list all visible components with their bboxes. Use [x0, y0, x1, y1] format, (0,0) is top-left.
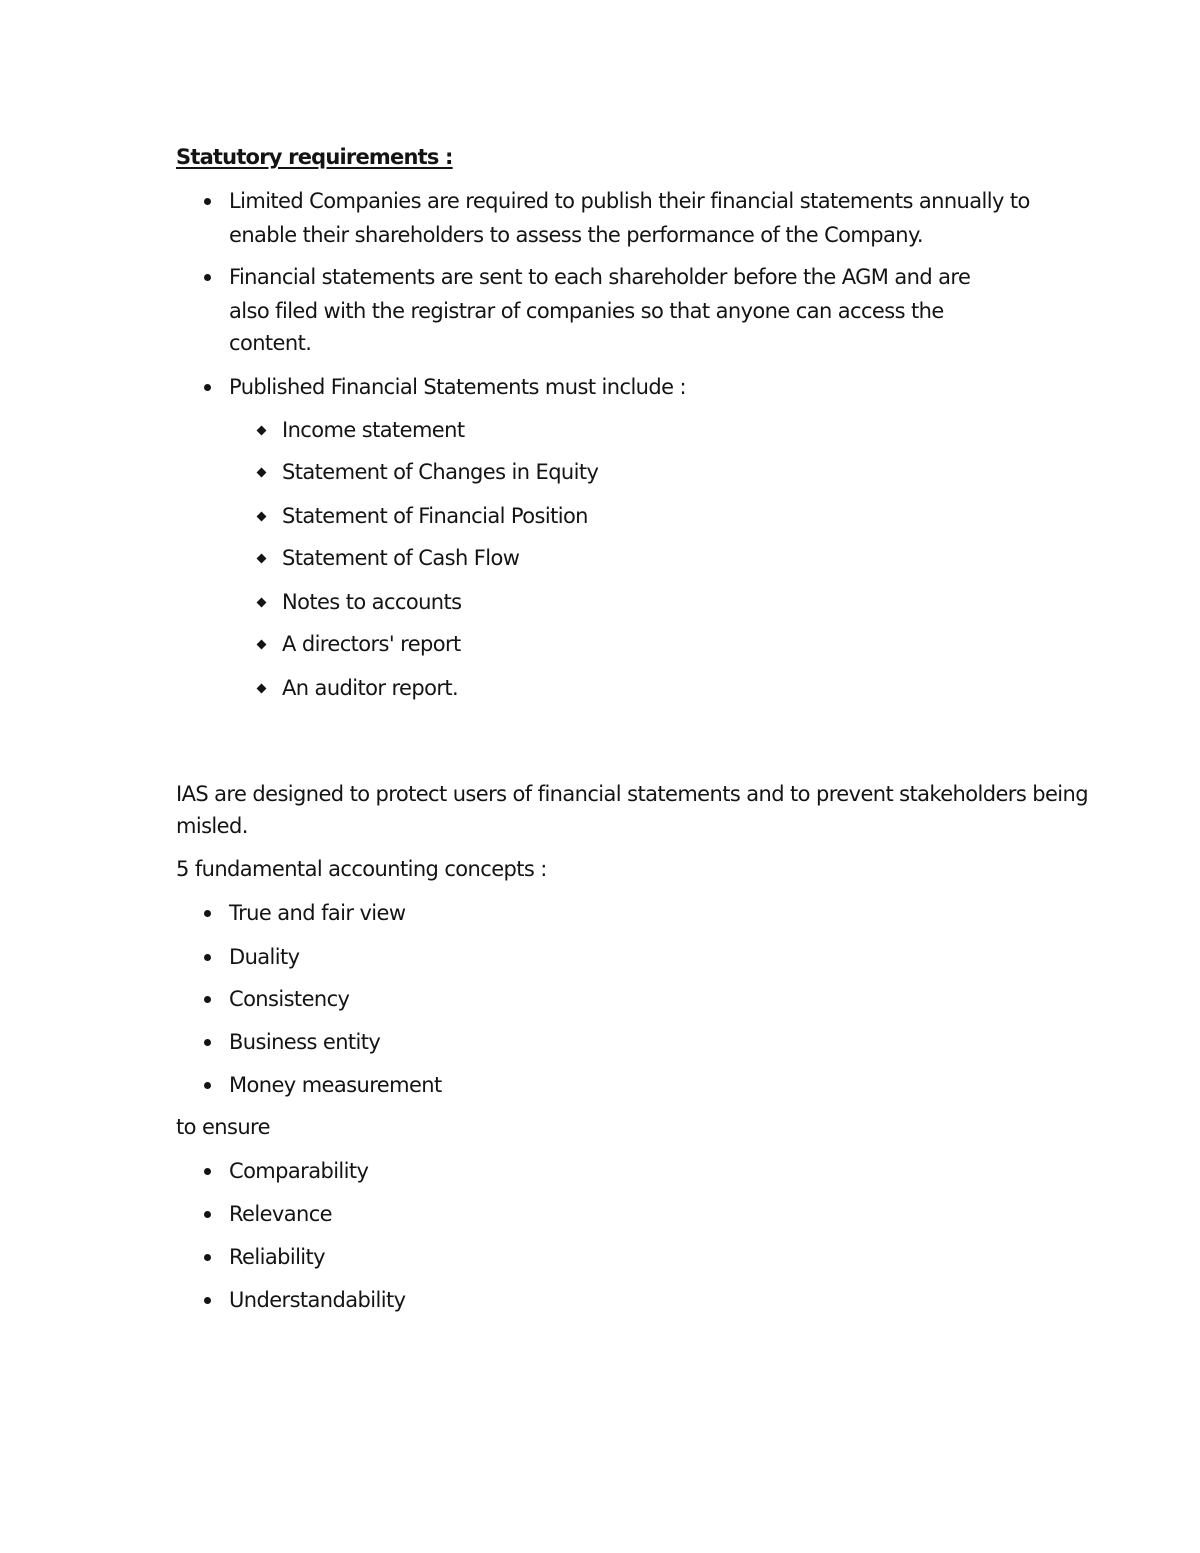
bullet-dot [204, 954, 211, 961]
paragraph-line: misled. [176, 814, 248, 838]
bullet-text-line: content. [229, 331, 312, 355]
bullet-text-line: enable their shareholders to assess the performance of the Company. [229, 223, 923, 247]
concepts-intro: 5 fundamental accounting concepts : [176, 857, 547, 881]
bullet-dot [204, 1039, 211, 1046]
bullet-dot [204, 1082, 211, 1089]
list-item: Understandability [229, 1288, 406, 1312]
diamond-bullet-icon [257, 640, 267, 650]
bullet-dot [204, 1297, 211, 1304]
diamond-bullet-icon [257, 512, 267, 522]
list-item: Duality [229, 945, 300, 969]
bullet-dot [204, 274, 211, 281]
list-item: Relevance [229, 1202, 332, 1226]
bullet-dot [204, 384, 211, 391]
list-item: Income statement [282, 418, 465, 442]
list-item: True and fair view [229, 901, 406, 925]
bullet-dot [204, 996, 211, 1003]
list-item: Statement of Cash Flow [282, 546, 520, 570]
bullet-text-line: also filed with the registrar of companies so that anyone can access the [229, 299, 944, 323]
section-heading-statutory: Statutory requirements : [176, 145, 453, 169]
bullet-dot [204, 1168, 211, 1175]
bullet-text-line: Limited Companies are required to publish their financial statements annually to [229, 189, 1030, 213]
list-item: Statement of Changes in Equity [282, 460, 599, 484]
list-item: Notes to accounts [282, 590, 462, 614]
paragraph-line: IAS are designed to protect users of financial statements and to prevent stakeholders being [176, 782, 1088, 806]
diamond-bullet-icon [257, 468, 267, 478]
list-item: Business entity [229, 1030, 381, 1054]
diamond-bullet-icon [257, 426, 267, 436]
bullet-text-line: Published Financial Statements must include : [229, 375, 686, 399]
list-item: Comparability [229, 1159, 369, 1183]
ensure-intro: to ensure [176, 1115, 270, 1139]
bullet-text-line: Financial statements are sent to each shareholder before the AGM and are [229, 265, 971, 289]
list-item: A directors' report [282, 632, 461, 656]
bullet-dot [204, 198, 211, 205]
diamond-bullet-icon [257, 684, 267, 694]
list-item: Statement of Financial Position [282, 504, 588, 528]
list-item: Consistency [229, 987, 350, 1011]
bullet-dot [204, 910, 211, 917]
diamond-bullet-icon [257, 598, 267, 608]
list-item: Reliability [229, 1245, 326, 1269]
bullet-dot [204, 1254, 211, 1261]
list-item: An auditor report. [282, 676, 459, 700]
bullet-dot [204, 1211, 211, 1218]
list-item: Money measurement [229, 1073, 442, 1097]
diamond-bullet-icon [257, 554, 267, 564]
